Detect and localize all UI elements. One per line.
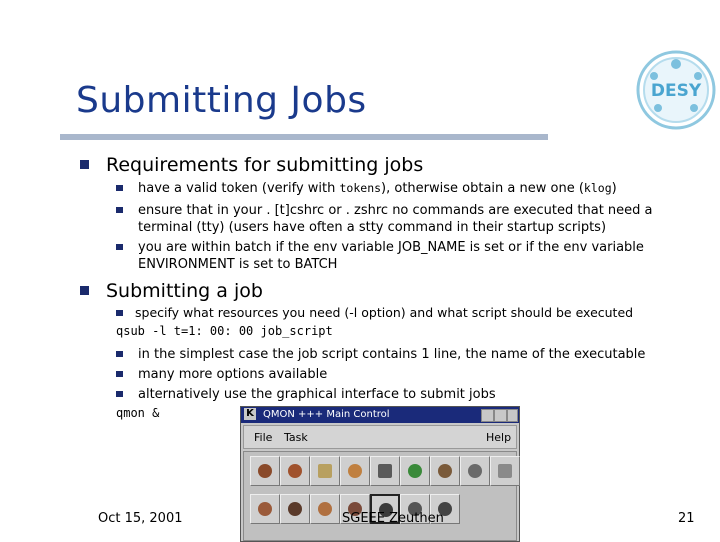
menu-task[interactable]: Task [284,431,308,444]
section-heading: Submitting a job [106,280,263,302]
job-control-icon[interactable] [250,456,280,486]
cluster-icon[interactable] [400,456,430,486]
bullet-icon [80,286,89,295]
bullet-icon [116,351,123,357]
qmon-toolbar [243,451,517,541]
complex-icon[interactable] [340,456,370,486]
footer-center: SGEEE Zeuthen [342,511,444,526]
userset-icon[interactable] [310,494,340,524]
menu-help[interactable]: Help [486,431,512,444]
bullet-icon [80,160,89,169]
host-icon[interactable] [370,456,400,486]
list-item: specify what resources you need (-l option) and what script should be executed [116,305,633,320]
bullet-icon [116,207,123,213]
footer-date: Oct 15, 2001 [98,511,183,526]
bullet-icon [116,391,123,397]
command-qsub: qsub -l t=1: 00: 00 job_script [116,324,333,338]
logo-text: DESY [650,81,702,101]
command-qmon: qmon & [116,406,160,420]
section-heading: Requirements for submitting jobs [106,154,424,176]
page-number: 21 [678,511,695,526]
slide-title: Submitting Jobs [76,80,367,121]
minimize-icon[interactable] [481,409,494,422]
menu-file[interactable]: File [254,431,273,444]
bullet-icon [116,371,123,377]
scheduler-icon[interactable] [430,456,460,486]
qmon-menubar [243,425,517,449]
calendar-icon[interactable] [460,456,490,486]
desy-logo [636,50,716,130]
queue-control-icon[interactable] [280,456,310,486]
bullet-icon [116,244,123,250]
bullet-icon [116,185,123,191]
maximize-icon[interactable] [494,409,507,422]
title-underline [60,134,548,140]
ticket-icon[interactable] [490,456,520,486]
pe-icon[interactable] [250,494,280,524]
qmon-title: QMON +++ Main Control [263,409,390,420]
close-icon[interactable] [507,409,518,422]
submit-icon[interactable] [310,456,340,486]
window-menu-icon[interactable]: K [244,408,256,420]
qmon-titlebar[interactable] [241,407,519,423]
checkpoint-icon[interactable] [280,494,310,524]
bullet-icon [116,310,123,316]
